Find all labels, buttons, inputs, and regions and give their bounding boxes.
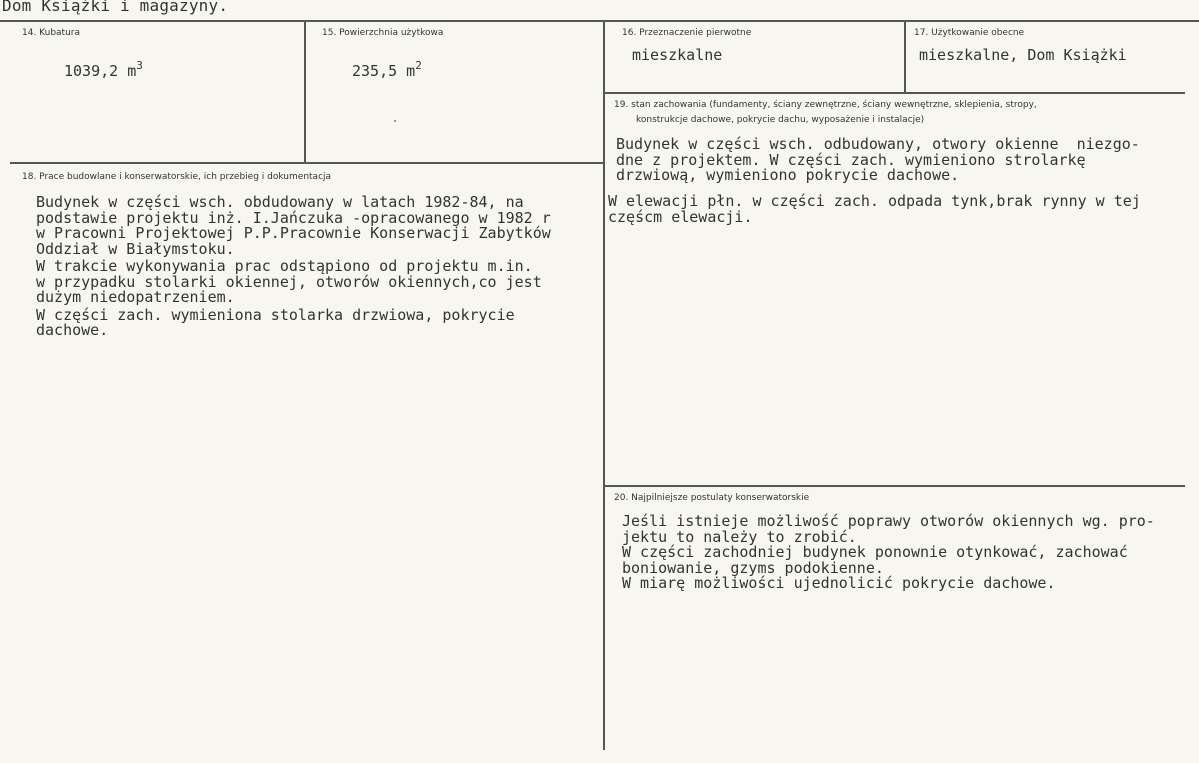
field-18-line: w przypadku stolarki okiennej, otworów okiennych,co jest xyxy=(36,272,542,291)
header-text: Dom Książki i magazyny. xyxy=(2,0,229,15)
field-18-line: W trakcie wykonywania prac odstąpiono od projektu m.in. xyxy=(36,257,533,275)
field-19-line: częścm elewacji. xyxy=(608,207,753,226)
field-19-label-line2: konstrukcje dachowe, pokrycie dachu, wyposażenie i instalacje) xyxy=(636,115,925,125)
divider-f19-f20 xyxy=(605,485,1185,487)
field-20-line: W miarę możliwości ujednolicić pokrycie dachowe. xyxy=(622,574,1056,593)
divider-center xyxy=(603,20,605,750)
field-17-value: mieszkalne, Dom Książki xyxy=(919,46,1127,64)
divider-f14-f18 xyxy=(10,162,603,164)
field-15-label: 15. Powierzchnia użytkowa xyxy=(322,28,444,38)
divider-right-top xyxy=(904,20,906,93)
header-strip xyxy=(0,0,1199,22)
field-20-line: Jeśli istnieje możliwość poprawy otworów okiennych wg. pro- xyxy=(622,512,1155,530)
field-18-line: podstawie projektu inż. I.Jańczuka -opracowanego w 1982 r xyxy=(36,208,551,227)
field-18-line: dachowe. xyxy=(36,321,109,340)
field-14-value xyxy=(64,59,143,80)
field-18-line: Oddział w Białymstoku. xyxy=(36,239,235,258)
field-19-line: dne z projektem. W części zach. wymieniono strolarkę xyxy=(616,150,1086,169)
field-19-line: W elewacji płn. w części zach. odpada tynk,brak rynny w tej xyxy=(608,192,1141,210)
field-18-line: w Pracowni Projektowej P.P.Pracownie Konserwacji Zabytków xyxy=(36,224,551,243)
field-20-line: W części zachodniej budynek ponownie otynkować, zachować xyxy=(622,543,1128,562)
field-17-label: 17. Użytkowanie obecne xyxy=(914,28,1025,38)
field-19-line: drzwiową, wymieniono pokrycie dachowe. xyxy=(616,166,960,185)
field-15-exponent: 2 xyxy=(415,59,422,72)
divider-f16-f19 xyxy=(605,92,1185,94)
field-18-line: W części zach. wymieniona stolarka drzwiowa, pokrycie xyxy=(36,305,515,324)
field-16-value: mieszkalne xyxy=(632,46,723,64)
ink-speck xyxy=(394,120,396,122)
field-20-label: 20. Najpilniejsze postulaty konserwatorskie xyxy=(614,493,810,503)
field-16-label: 16. Przeznaczenie pierwotne xyxy=(622,28,752,38)
field-14-label: 14. Kubatura xyxy=(22,28,81,38)
field-20-line: jektu to należy to zrobić. xyxy=(622,527,857,546)
field-18-label: 18. Prace budowlane i konserwatorskie, ich przebieg i dokumentacja xyxy=(22,172,332,182)
field-19-label-line1: 19. stan zachowania (fundamenty, ściany zewnętrzne, ściany wewnętrzne, sklepienia, stropy, xyxy=(614,100,1037,110)
field-18-line: dużym niedopatrzeniem. xyxy=(36,288,235,307)
field-15-value xyxy=(352,59,422,80)
divider-left-center xyxy=(304,20,306,163)
field-20-line: boniowanie, gzyms podokienne. xyxy=(622,558,884,577)
field-14-exponent: 3 xyxy=(136,59,143,72)
field-14-value-text: 1039,2 m xyxy=(64,62,137,80)
field-19-line: Budynek w części wsch. odbudowany, otwory okienne niezgo- xyxy=(616,135,1140,153)
field-18-line: Budynek w części wsch. obdudowany w latach 1982-84, na xyxy=(36,193,524,211)
field-15-value-text: 235,5 m xyxy=(352,62,416,80)
